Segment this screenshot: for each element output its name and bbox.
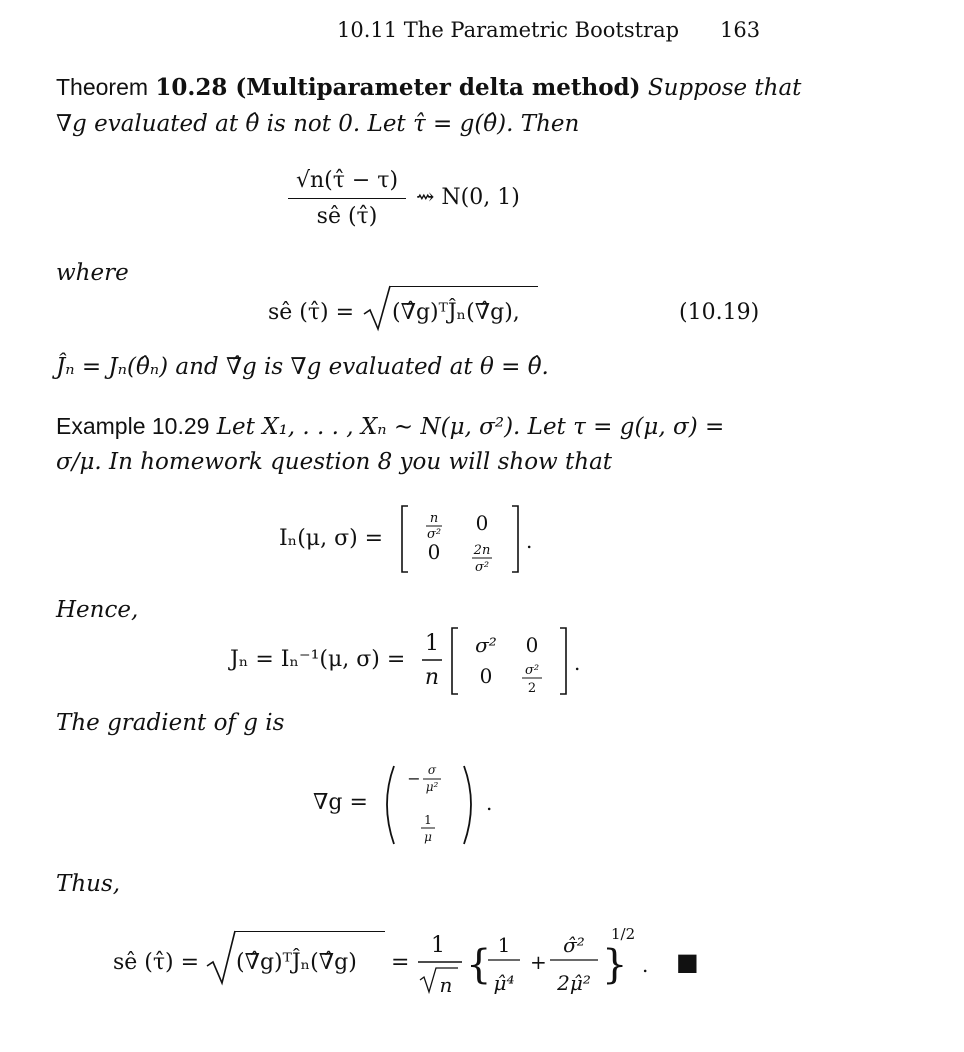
svg-text:0: 0: [427, 540, 441, 564]
svg-text:σ²: σ²: [524, 663, 540, 678]
svg-text:2: 2: [527, 681, 537, 696]
info-matrix-lhs: Iₙ(μ, σ) =: [279, 526, 384, 551]
jn-lhs: Jₙ = Iₙ⁻¹(μ, σ) =: [230, 647, 406, 672]
svg-text:σ²: σ²: [474, 560, 490, 575]
svg-text:0: 0: [475, 511, 489, 535]
final-exponent: 1/2: [611, 925, 636, 943]
qed-symbol: ■: [676, 948, 699, 976]
eq1-rhs: ⇝ N(0, 1): [416, 185, 520, 210]
example-text-line2: σ/μ. In homework question 8 you will show that: [56, 449, 613, 475]
svg-text:.: .: [526, 529, 533, 553]
svg-text:.: .: [642, 953, 649, 977]
final-equals: =: [391, 950, 410, 975]
where-text: where: [56, 260, 129, 286]
svg-text:σ²: σ²: [426, 527, 442, 542]
svg-text:σ²: σ²: [475, 633, 497, 657]
theorem-text-line2: ∇g evaluated at θ̂ is not 0. Let τ̂ = g(θ̂). Then: [56, 111, 580, 137]
svg-text:1: 1: [431, 933, 445, 958]
svg-text:μ̂⁴: μ̂⁴: [493, 971, 515, 995]
gradient-text: The gradient of g is: [56, 710, 285, 736]
svg-text:1: 1: [497, 933, 511, 957]
example-line1: [56, 413, 724, 440]
eq2-radicand: (∇̂g)ᵀĴₙ(∇̂g),: [392, 300, 520, 325]
eq1-denominator: sê (τ̂): [316, 204, 378, 229]
svg-text:.: .: [486, 791, 493, 815]
theorem-text-line1: Suppose that: [647, 75, 802, 101]
final-vinculum: [235, 931, 385, 932]
svg-text:2μ̂²: 2μ̂²: [557, 971, 591, 995]
svg-text:1: 1: [425, 631, 439, 656]
theorem-after-text: Ĵₙ = Jₙ(θ̂ₙ) and ∇̂g is ∇g evaluated at θ = θ̂.: [56, 354, 549, 380]
svg-text:−: −: [407, 769, 421, 788]
svg-text:+: +: [530, 950, 547, 974]
info-matrix: [398, 502, 538, 576]
svg-text:0: 0: [479, 664, 493, 688]
svg-text:0: 0: [525, 633, 539, 657]
final-lhs: sê (τ̂) =: [113, 950, 200, 975]
eq1-fraction-bar: [288, 198, 406, 199]
svg-text:μ: μ: [424, 830, 432, 844]
theorem-heading: [56, 74, 801, 101]
gradient-vector: [380, 760, 510, 850]
page-number: 163: [720, 18, 761, 42]
svg-text:σ̂²: σ̂²: [563, 933, 585, 957]
svg-text:1: 1: [424, 813, 432, 827]
svg-text:μ²: μ²: [425, 780, 439, 794]
eq2-number: (10.19): [679, 300, 760, 325]
theorem-number-title: 10.28 (Multiparameter delta method): [155, 74, 641, 101]
svg-text:.: .: [574, 651, 581, 675]
svg-text:n: n: [439, 973, 453, 997]
eq1-numerator: √n(τ̂ − τ): [295, 168, 399, 193]
theorem-label: Theorem: [56, 74, 149, 100]
hence-text: Hence,: [56, 597, 139, 623]
eq2-radical-sign: [362, 284, 392, 332]
svg-text:n: n: [424, 665, 440, 690]
final-radicand: (∇̂g)ᵀĴₙ(∇̂g): [236, 950, 357, 975]
eq2-lhs: sê (τ̂) =: [268, 300, 355, 325]
example-text-line1: Let X₁, . . . , Xₙ ∼ N(μ, σ²). Let τ = g(μ, σ) =: [216, 414, 725, 440]
example-label: Example 10.29: [56, 413, 210, 439]
svg-text:}: }: [602, 942, 628, 988]
svg-text:σ: σ: [427, 763, 437, 777]
jn-matrix: [418, 620, 588, 700]
eq2-vinculum: [390, 286, 538, 287]
gradient-lhs: ∇g =: [313, 790, 368, 815]
final-radical-sign: [205, 928, 237, 986]
running-header-title: 10.11 The Parametric Bootstrap: [337, 18, 680, 42]
thus-text: Thus,: [56, 871, 121, 897]
svg-text:{: {: [466, 942, 492, 988]
svg-text:n: n: [429, 511, 439, 526]
svg-text:2n: 2n: [473, 543, 491, 558]
